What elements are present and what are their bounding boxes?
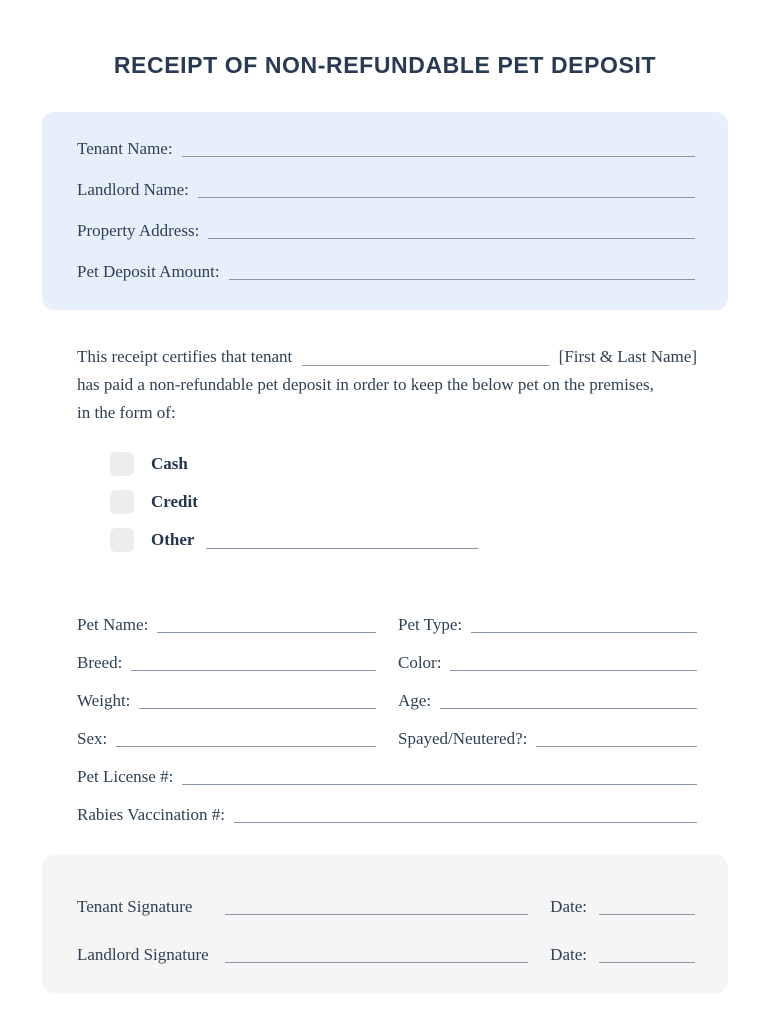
sex-label: Sex:	[77, 729, 108, 748]
weight-row	[77, 675, 376, 713]
cash-label: Cash	[151, 454, 188, 473]
spayed-neutered-label: Spayed/Neutered?:	[398, 729, 528, 748]
rabies-vaccination-row	[77, 789, 697, 827]
color-row	[398, 637, 697, 675]
first-last-name-hint: [First & Last Name]	[558, 347, 697, 366]
other-detail-line[interactable]	[206, 548, 478, 549]
pet-deposit-amount-row	[77, 259, 695, 284]
certification-lead-text: This receipt certifies that tenant	[77, 347, 293, 366]
other-checkbox[interactable]	[110, 528, 134, 552]
weight-line[interactable]	[139, 708, 376, 709]
tenant-name-line[interactable]	[182, 156, 695, 157]
page-title: RECEIPT OF NON-REFUNDABLE PET DEPOSIT	[113, 52, 657, 78]
certification-paragraph	[77, 343, 697, 427]
landlord-name-line[interactable]	[198, 197, 695, 198]
age-label: Age:	[398, 691, 432, 710]
signature-panel	[42, 855, 728, 993]
landlord-signature-row	[77, 927, 695, 967]
sex-row	[77, 713, 376, 751]
property-address-label: Property Address:	[77, 221, 200, 240]
tenant-signature-label: Tenant Signature	[77, 897, 193, 916]
landlord-signature-line[interactable]	[225, 962, 528, 963]
color-label: Color:	[398, 653, 442, 672]
credit-label: Credit	[151, 492, 198, 511]
spayed-neutered-row	[398, 713, 697, 751]
rabies-vaccination-label: Rabies Vaccination #:	[77, 805, 225, 824]
property-address-line[interactable]	[208, 238, 695, 239]
property-address-row	[77, 218, 695, 243]
landlord-signature-label: Landlord Signature	[77, 945, 209, 964]
other-option-row	[110, 521, 697, 559]
certification-line2: has paid a non-refundable pet deposit in order to keep the below pet on the premises,	[77, 375, 654, 394]
weight-label: Weight:	[77, 691, 131, 710]
credit-checkbox[interactable]	[110, 490, 134, 514]
tenant-name-label: Tenant Name:	[77, 139, 173, 158]
landlord-date-label: Date:	[550, 945, 587, 964]
other-label: Other	[151, 530, 195, 549]
age-row	[398, 675, 697, 713]
breed-label: Breed:	[77, 653, 123, 672]
pet-deposit-amount-label: Pet Deposit Amount:	[77, 262, 220, 281]
tenant-signature-line[interactable]	[225, 914, 528, 915]
credit-option-row	[110, 483, 697, 521]
tenant-name-row	[77, 136, 695, 161]
pet-license-row	[77, 751, 697, 789]
pet-name-label: Pet Name:	[77, 615, 149, 634]
pet-license-label: Pet License #:	[77, 767, 174, 786]
pet-deposit-amount-line[interactable]	[229, 279, 695, 280]
pet-type-row	[398, 599, 697, 637]
tenant-info-panel	[42, 112, 728, 310]
breed-row	[77, 637, 376, 675]
landlord-name-label: Landlord Name:	[77, 180, 189, 199]
landlord-date-line[interactable]	[599, 962, 695, 963]
color-line[interactable]	[450, 670, 697, 671]
landlord-name-row	[77, 177, 695, 202]
pet-type-line[interactable]	[471, 632, 697, 633]
age-line[interactable]	[440, 708, 697, 709]
pet-name-row	[77, 599, 376, 637]
pet-type-label: Pet Type:	[398, 615, 463, 634]
pet-details-grid	[77, 599, 697, 751]
tenant-date-line[interactable]	[599, 914, 695, 915]
pet-ids-section	[77, 751, 697, 827]
tenant-full-name-line[interactable]	[302, 365, 548, 366]
pet-name-line[interactable]	[157, 632, 376, 633]
sex-line[interactable]	[116, 746, 376, 747]
certification-line3: in the form of:	[77, 403, 176, 422]
breed-line[interactable]	[131, 670, 376, 671]
tenant-signature-row	[77, 879, 695, 919]
rabies-vaccination-line[interactable]	[234, 822, 697, 823]
payment-options	[110, 445, 697, 559]
tenant-date-label: Date:	[550, 897, 587, 916]
spayed-neutered-line[interactable]	[536, 746, 697, 747]
certification-line1	[77, 343, 697, 371]
pet-license-line[interactable]	[182, 784, 697, 785]
cash-checkbox[interactable]	[110, 452, 134, 476]
cash-option-row	[110, 445, 697, 483]
